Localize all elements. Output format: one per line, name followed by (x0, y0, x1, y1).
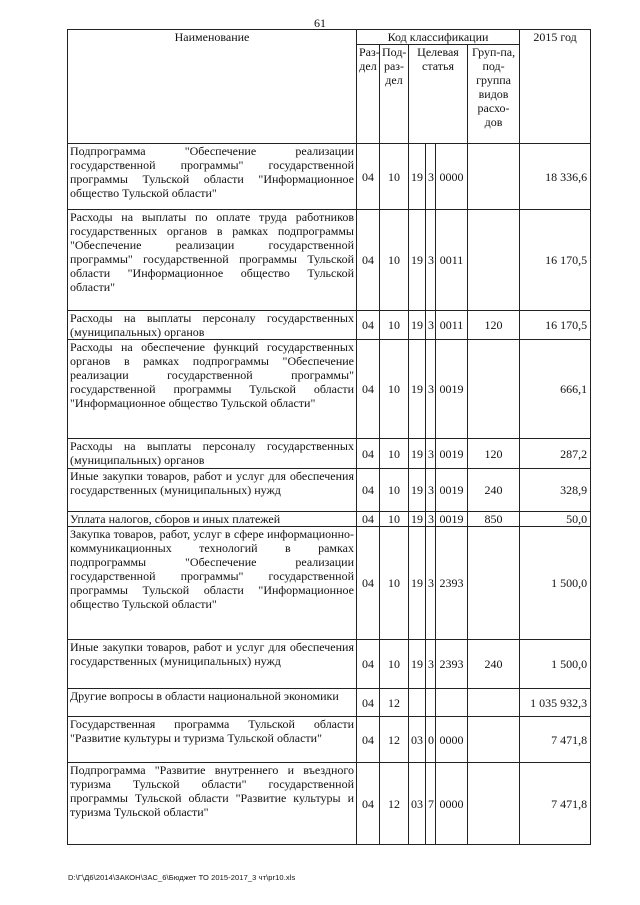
cell-t1: 19 (409, 640, 426, 689)
cell-t2: 3 (426, 640, 436, 689)
cell-t2: 3 (426, 340, 436, 439)
table-row (68, 689, 591, 717)
cell-rz: 04 (357, 717, 380, 763)
cell-vr (468, 210, 520, 311)
cell-t2: 3 (426, 439, 436, 469)
cell-t3: 0000 (436, 763, 468, 845)
cell-t3 (436, 689, 468, 717)
cell-sum: 18 336,6 (520, 144, 591, 210)
table-row (68, 210, 591, 311)
cell-name: Уплата налогов, сборов и иных платежей (68, 512, 357, 527)
cell-vr (468, 763, 520, 845)
cell-t3: 0000 (436, 144, 468, 210)
cell-rz: 04 (357, 144, 380, 210)
cell-pr: 10 (380, 527, 409, 640)
cell-rz: 04 (357, 512, 380, 527)
header-expense-group: Груп-па, под-группа видов расхо-дов (468, 45, 520, 144)
cell-rz: 04 (357, 640, 380, 689)
cell-t1 (409, 689, 426, 717)
cell-t2: 7 (426, 763, 436, 845)
cell-pr: 12 (380, 717, 409, 763)
header-target-article: Целевая статья (409, 45, 468, 144)
cell-t3: 0011 (436, 311, 468, 340)
cell-name: Подпрограмма "Обеспечение реализации государственной программы" государственной программы Тульской области "Информационное общество Тульской области" (68, 144, 357, 210)
cell-sum: 16 170,5 (520, 210, 591, 311)
cell-name: Расходы на выплаты персоналу государственных (муниципальных) органов (68, 311, 357, 340)
cell-pr: 10 (380, 640, 409, 689)
cell-t1: 03 (409, 717, 426, 763)
cell-t1: 19 (409, 311, 426, 340)
table-body (68, 144, 591, 845)
cell-name: Подпрограмма "Развитие внутреннего и въездного туризма Тульской области" государственной программы Тульской области "Развитие культуры и туризма Тульской области" (68, 763, 357, 845)
cell-name: Расходы на обеспечение функций государственных органов в рамках подпрограммы "Обеспечение реализации государственной программы" государственной программы Тульской области "Информационное общество Тульской области" (68, 340, 357, 439)
cell-sum: 50,0 (520, 512, 591, 527)
table-row (68, 439, 591, 469)
budget-table (67, 29, 591, 845)
cell-name: Иные закупки товаров, работ и услуг для обеспечения государственных (муниципальных) нужд (68, 640, 357, 689)
cell-t3: 0011 (436, 210, 468, 311)
header-section: Раз-дел (357, 45, 380, 144)
cell-t1: 19 (409, 439, 426, 469)
cell-name: Закупка товаров, работ, услуг в сфере информационно-коммуникационных технологий в рамках подпрограммы "Обеспечение реализации государственной программы" государственной программы Тульской области "Информационное общество Тульской области" (68, 527, 357, 640)
cell-sum: 666,1 (520, 340, 591, 439)
cell-t3: 2393 (436, 640, 468, 689)
cell-rz: 04 (357, 527, 380, 640)
cell-rz: 04 (357, 439, 380, 469)
cell-sum: 7 471,8 (520, 717, 591, 763)
cell-vr: 120 (468, 439, 520, 469)
table-row (68, 527, 591, 640)
table-row (68, 469, 591, 512)
file-path-footer: D:\Г\Д6\2014\ЗАКОН\ЗАС_6\Бюджет ТО 2015-2017_3 чт\pr10.xls (68, 873, 296, 882)
cell-t1: 19 (409, 512, 426, 527)
table-row (68, 763, 591, 845)
page-number: 61 (314, 16, 326, 30)
cell-sum: 287,2 (520, 439, 591, 469)
cell-pr: 10 (380, 210, 409, 311)
cell-t2 (426, 689, 436, 717)
cell-name: Иные закупки товаров, работ и услуг для обеспечения государственных (муниципальных) нужд (68, 469, 357, 512)
header-subsection: Под-раз-дел (380, 45, 409, 144)
cell-t2: 3 (426, 311, 436, 340)
cell-t1: 19 (409, 469, 426, 512)
table-row (68, 640, 591, 689)
cell-rz: 04 (357, 763, 380, 845)
cell-t1: 19 (409, 340, 426, 439)
table-row (68, 512, 591, 527)
cell-t2: 3 (426, 144, 436, 210)
cell-t1: 03 (409, 763, 426, 845)
cell-vr: 240 (468, 640, 520, 689)
cell-t1: 19 (409, 527, 426, 640)
cell-pr: 10 (380, 144, 409, 210)
cell-sum: 328,9 (520, 469, 591, 512)
cell-name: Государственная программа Тульской области "Развитие культуры и туризма Тульской области" (68, 717, 357, 763)
cell-rz: 04 (357, 689, 380, 717)
cell-t2: 3 (426, 469, 436, 512)
header-classification-code: Код классификации (357, 30, 520, 45)
cell-sum: 1 500,0 (520, 527, 591, 640)
cell-rz: 04 (357, 340, 380, 439)
cell-name: Расходы на выплаты по оплате труда работников государственных органов в рамках подпрограммы "Обеспечение реализации государственной программы" государственной программы Тульской области "Информационное общество Тульской области" (68, 210, 357, 311)
cell-sum: 1 035 932,3 (520, 689, 591, 717)
cell-vr (468, 689, 520, 717)
cell-t3: 0000 (436, 717, 468, 763)
table-row (68, 311, 591, 340)
cell-sum: 1 500,0 (520, 640, 591, 689)
cell-t3: 0019 (436, 439, 468, 469)
cell-pr: 10 (380, 512, 409, 527)
header-name: Наименование (68, 30, 357, 144)
cell-pr: 10 (380, 439, 409, 469)
cell-rz: 04 (357, 469, 380, 512)
cell-vr: 240 (468, 469, 520, 512)
cell-vr: 850 (468, 512, 520, 527)
header-year: 2015 год (520, 30, 591, 144)
cell-t1: 19 (409, 144, 426, 210)
cell-sum: 7 471,8 (520, 763, 591, 845)
cell-t2: 3 (426, 527, 436, 640)
cell-vr (468, 144, 520, 210)
cell-rz: 04 (357, 210, 380, 311)
cell-vr: 120 (468, 311, 520, 340)
cell-t3: 0019 (436, 512, 468, 527)
cell-rz: 04 (357, 311, 380, 340)
cell-name: Другие вопросы в области национальной экономики (68, 689, 357, 717)
cell-t3: 0019 (436, 340, 468, 439)
cell-t3: 2393 (436, 527, 468, 640)
cell-t2: 3 (426, 512, 436, 527)
table-row (68, 717, 591, 763)
cell-name: Расходы на выплаты персоналу государственных (муниципальных) органов (68, 439, 357, 469)
cell-pr: 12 (380, 689, 409, 717)
cell-t2: 0 (426, 717, 436, 763)
cell-t1: 19 (409, 210, 426, 311)
cell-vr (468, 527, 520, 640)
cell-pr: 12 (380, 763, 409, 845)
cell-sum: 16 170,5 (520, 311, 591, 340)
cell-vr (468, 340, 520, 439)
cell-vr (468, 717, 520, 763)
cell-t3: 0019 (436, 469, 468, 512)
table-row (68, 144, 591, 210)
cell-pr: 10 (380, 340, 409, 439)
cell-pr: 10 (380, 469, 409, 512)
cell-t2: 3 (426, 210, 436, 311)
cell-pr: 10 (380, 311, 409, 340)
table-row (68, 340, 591, 439)
